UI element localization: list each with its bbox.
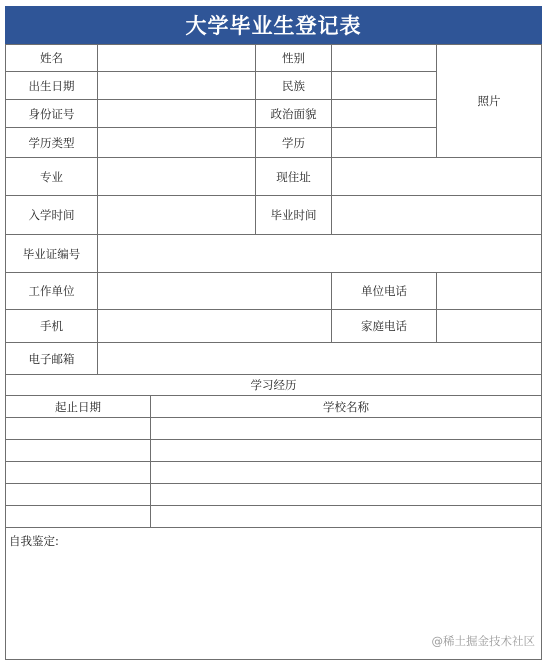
study-row-2-school[interactable] [150,439,542,462]
work-unit-field[interactable] [97,272,332,310]
name-label: 姓名 [5,44,98,72]
diploma-number-field[interactable] [97,234,542,273]
current-address-field[interactable] [331,157,542,196]
period-column-header: 起止日期 [5,395,151,418]
enrollment-time-label: 入学时间 [5,195,98,235]
ethnicity-field[interactable] [331,71,437,100]
graduation-time-label: 毕业时间 [255,195,332,235]
birth-date-label: 出生日期 [5,71,98,100]
email-field[interactable] [97,342,542,375]
study-row-3-school[interactable] [150,461,542,484]
mobile-field[interactable] [97,309,332,343]
study-row-5-period[interactable] [5,505,151,528]
email-label: 电子邮箱 [5,342,98,375]
home-phone-label: 家庭电话 [331,309,437,343]
unit-phone-field[interactable] [436,272,542,310]
name-field[interactable] [97,44,256,72]
ethnicity-label: 民族 [255,71,332,100]
watermark: @稀土掘金技术社区 [431,634,535,648]
current-address-label: 现住址 [255,157,332,196]
id-number-label: 身份证号 [5,99,98,128]
gender-label: 性别 [255,44,332,72]
gender-field[interactable] [331,44,437,72]
form-title: 大学毕业生登记表 [5,6,542,44]
study-row-3-period[interactable] [5,461,151,484]
work-unit-label: 工作单位 [5,272,98,310]
photo-box[interactable]: 照片 [436,44,542,158]
education-type-label: 学历类型 [5,127,98,158]
self-evaluation-label: 自我鉴定: [9,534,59,548]
study-row-2-period[interactable] [5,439,151,462]
id-number-field[interactable] [97,99,256,128]
birth-date-field[interactable] [97,71,256,100]
mobile-label: 手机 [5,309,98,343]
education-field[interactable] [331,127,437,158]
registration-form [5,44,542,660]
graduation-time-field[interactable] [331,195,542,235]
diploma-number-label: 毕业证编号 [5,234,98,273]
school-name-column-header: 学校名称 [150,395,542,418]
political-status-label: 政治面貌 [255,99,332,128]
study-row-1-school[interactable] [150,417,542,440]
study-row-5-school[interactable] [150,505,542,528]
home-phone-field[interactable] [436,309,542,343]
unit-phone-label: 单位电话 [331,272,437,310]
study-row-4-period[interactable] [5,483,151,506]
study-row-1-period[interactable] [5,417,151,440]
education-label: 学历 [255,127,332,158]
political-status-field[interactable] [331,99,437,128]
education-type-field[interactable] [97,127,256,158]
study-row-4-school[interactable] [150,483,542,506]
study-history-header: 学习经历 [5,374,542,396]
major-label: 专业 [5,157,98,196]
enrollment-time-field[interactable] [97,195,256,235]
major-field[interactable] [97,157,256,196]
